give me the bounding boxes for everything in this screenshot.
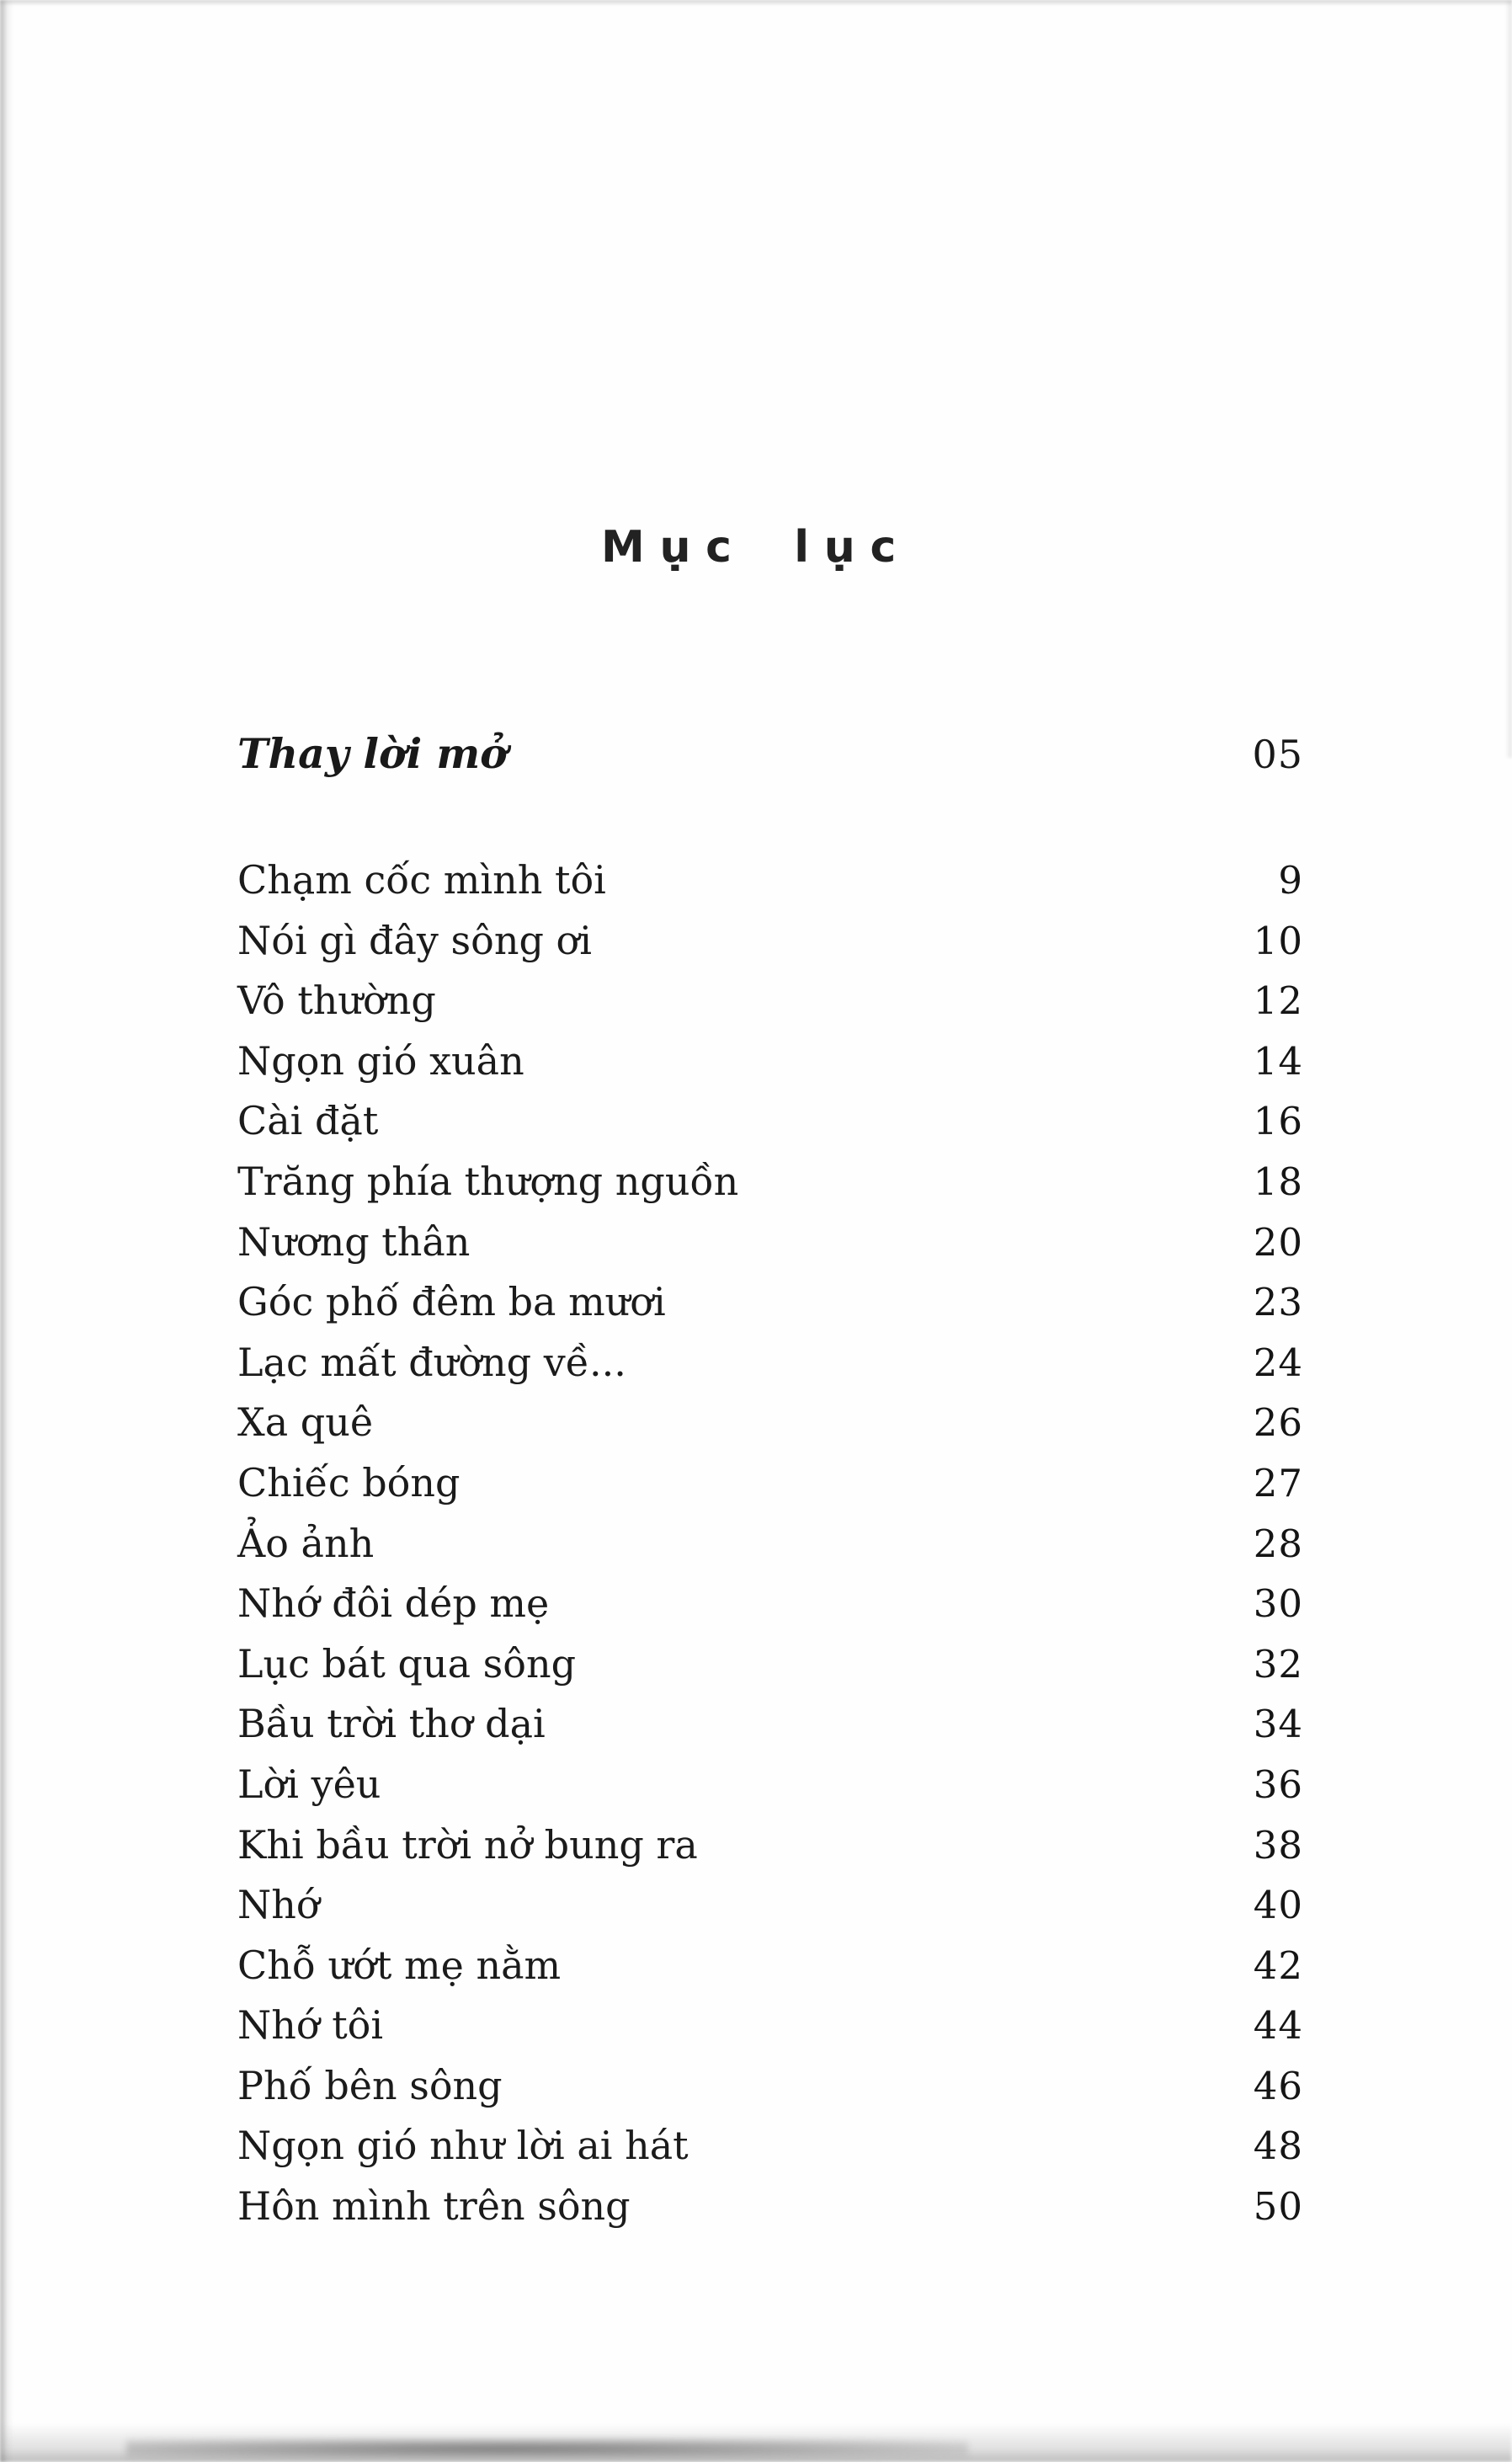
toc-entry-page: 23 bbox=[1253, 1280, 1303, 1325]
toc-intro-row bbox=[237, 729, 1303, 778]
toc-row bbox=[237, 1098, 1303, 1159]
toc-row bbox=[237, 2063, 1303, 2124]
toc-entry-title: Nói gì đây sông ơi bbox=[237, 917, 592, 963]
toc-entry-page: 16 bbox=[1253, 1099, 1303, 1144]
toc-entry-page: 10 bbox=[1253, 918, 1303, 963]
toc-entry-title: Vô thường bbox=[237, 978, 436, 1024]
toc-row bbox=[237, 1038, 1303, 1099]
toc-entry-title: Lời yêu bbox=[237, 1761, 381, 1807]
toc-row bbox=[237, 1701, 1303, 1761]
toc-row bbox=[237, 2183, 1303, 2244]
scan-shadow-bottom bbox=[0, 2423, 1512, 2462]
toc-entry-page: 28 bbox=[1253, 1521, 1303, 1566]
toc-row bbox=[237, 1882, 1303, 1942]
toc-entry-page: 48 bbox=[1253, 2124, 1303, 2169]
toc-entry-page: 50 bbox=[1253, 2184, 1303, 2230]
toc-entry-title: Góc phố đêm ba mươi bbox=[237, 1279, 666, 1325]
toc-entry-title: Nhớ tôi bbox=[237, 2002, 384, 2049]
toc-entry-title: Cài đặt bbox=[237, 1098, 379, 1144]
toc-entry-page: 18 bbox=[1253, 1159, 1303, 1204]
toc-entry-title: Khi bầu trời nở bung ra bbox=[237, 1821, 698, 1868]
toc-entry-page: 32 bbox=[1253, 1641, 1303, 1687]
toc-entry-title: Hôn mình trên sông bbox=[237, 2183, 631, 2230]
toc-row bbox=[237, 1340, 1303, 1400]
toc-entry-page: 36 bbox=[1253, 1761, 1303, 1807]
toc-list bbox=[237, 857, 1303, 2244]
toc-row bbox=[237, 1822, 1303, 1883]
toc-entry-page: 42 bbox=[1253, 1942, 1303, 1988]
toc-entry-title: Ngọn gió như lời ai hát bbox=[237, 2123, 689, 2169]
toc-entry-page: 40 bbox=[1253, 1883, 1303, 1928]
toc-entry-page: 46 bbox=[1253, 2063, 1303, 2108]
scan-shadow-left bbox=[0, 0, 13, 2462]
toc-row bbox=[237, 2123, 1303, 2183]
toc-entry-title: Xa quê bbox=[237, 1399, 374, 1446]
toc-row bbox=[237, 1641, 1303, 1702]
scan-shadow-top bbox=[0, 0, 1512, 6]
toc-row bbox=[237, 1521, 1303, 1581]
toc-intro-page: 05 bbox=[1252, 732, 1303, 777]
toc-row bbox=[237, 2002, 1303, 2063]
toc-entry-title: Trăng phía thượng nguồn bbox=[237, 1158, 739, 1204]
page-title: Mục lục bbox=[601, 522, 911, 573]
toc-entry-title: Chạm cốc mình tôi bbox=[237, 857, 606, 903]
toc-row bbox=[237, 918, 1303, 978]
toc-entry-title: Ảo ảnh bbox=[237, 1520, 375, 1566]
toc-entry-title: Chỗ ướt mẹ nằm bbox=[237, 1942, 562, 1988]
toc-entry-title: Nương thân bbox=[237, 1218, 471, 1265]
toc-entry-title: Lạc mất đường về... bbox=[237, 1339, 626, 1385]
toc-entry-page: 38 bbox=[1253, 1822, 1303, 1868]
toc-row bbox=[237, 1159, 1303, 1219]
toc-entry-title: Phố bên sông bbox=[237, 2062, 503, 2108]
toc-entry-page: 34 bbox=[1253, 1702, 1303, 1747]
toc-row bbox=[237, 1279, 1303, 1340]
toc-row bbox=[237, 1580, 1303, 1641]
toc-intro-title: Thay lời mở bbox=[237, 729, 508, 778]
toc-entry-title: Ngọn gió xuân bbox=[237, 1037, 524, 1084]
toc-entry-title: Lục bát qua sông bbox=[237, 1640, 577, 1687]
toc-entry-page: 30 bbox=[1253, 1581, 1303, 1627]
toc-entry-title: Chiếc bóng bbox=[237, 1459, 461, 1505]
toc-row bbox=[237, 1942, 1303, 2003]
toc-entry-title: Nhớ đôi dép mẹ bbox=[237, 1580, 550, 1627]
toc-entry-title: Nhớ bbox=[237, 1882, 320, 1928]
toc-entry-page: 27 bbox=[1253, 1460, 1303, 1505]
toc-entry-title: Bầu trời thơ dại bbox=[237, 1701, 546, 1747]
toc-entry-page: 26 bbox=[1253, 1400, 1303, 1446]
toc-entry-page: 14 bbox=[1253, 1038, 1303, 1084]
scan-shadow-right bbox=[1505, 0, 1512, 758]
toc-row bbox=[237, 1399, 1303, 1460]
toc-entry-page: 20 bbox=[1253, 1219, 1303, 1265]
toc-entry-page: 12 bbox=[1253, 978, 1303, 1024]
toc-row bbox=[237, 978, 1303, 1038]
toc-entry-page: 24 bbox=[1253, 1340, 1303, 1385]
toc-entry-page: 9 bbox=[1278, 858, 1303, 903]
toc-entry-page: 44 bbox=[1253, 2003, 1303, 2049]
toc-row bbox=[237, 1761, 1303, 1822]
toc-row bbox=[237, 857, 1303, 918]
toc-row bbox=[237, 1219, 1303, 1280]
toc-row bbox=[237, 1460, 1303, 1521]
scan-bottom-edge-artifact bbox=[126, 2438, 968, 2459]
